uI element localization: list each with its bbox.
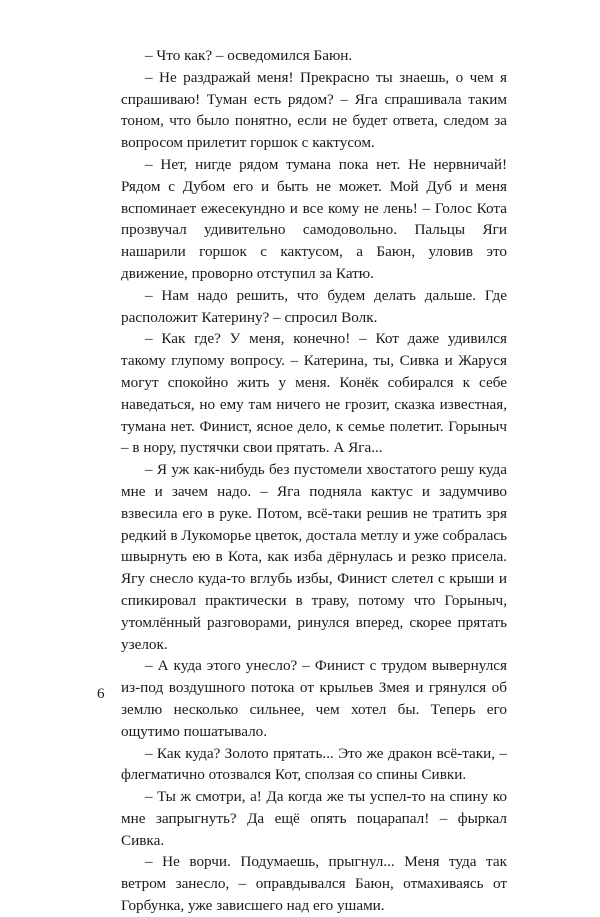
paragraph: – Нам надо решить, что будем делать дальше. Где расположит Катерину? – спросил Волк. bbox=[121, 286, 507, 326]
paragraph: – Как куда? Золото прятать... Это же дракон всё-таки, – флегматично отозвался Кот, сползая со спины Сивки. bbox=[121, 744, 507, 784]
paragraph: – Не ворчи. Подумаешь, прыгнул... Меня туда так ветром занесло, – оправдывался Баюн, отмахиваясь от Горбунка, уже зависшего над его ушами. bbox=[121, 853, 507, 915]
body-text bbox=[121, 45, 507, 917]
paragraph: – Как где? У меня, конечно! – Кот даже удивился такому глупому вопросу. – Катерина, ты, Сивка и Жаруся могут спокойно жить у меня. Конёк собирался к себе наведаться, но ему там ничего не грозит, сказка известная, тумана нет. Финист, ясное дело, к семье полетит. Горыныч – в нору, пустячки свои прятать. А Яга... bbox=[121, 330, 507, 457]
paragraph: – Нет, нигде рядом тумана пока нет. Не нервничай! Рядом с Дубом его и быть не может. Мой Дуб и меня вспоминает ежесекундно и все кому не лень! – Голос Кота прозвучал удивительно самодовольно. Пальцы Яги нашарили горшок с кактусом, а Баюн, уловив это движение, проворно отступил за Катю. bbox=[121, 155, 507, 282]
paragraph: – Что как? – осведомился Баюн. bbox=[145, 47, 353, 64]
paragraph: – Ты ж смотри, а! Да когда же ты успел-то на спину ко мне запрыгнуть? Да ещё опять поцарапал! – фыркал Сивка. bbox=[121, 788, 507, 849]
paragraph: – Не раздражай меня! Прекрасно ты знаешь, о чем я спрашиваю! Туман есть рядом? – Яга спрашивала таким тоном, что было понятно, если не будет ответа, следом за вопросом прилетит горшок с кактусом. bbox=[121, 68, 507, 152]
paragraph: – А куда этого унесло? – Финист с трудом вывернулся из-под воздушного потока от крыльев Змея и грянулся об землю несколько сильнее, чем хотел бы. Теперь его ощутимо пошатывало. bbox=[121, 657, 507, 740]
paragraph: – Я уж как-нибудь без пустомели хвостатого решу куда мне и зачем надо. – Яга подняла кактус и задумчиво взвесила его в руке. Потом, всё-таки решив не тратить зря редкий в Лукоморье цветок, достала метлу и уже собралась швырнуть ею в Кота, как изба дёрнулась и резко присела. Ягу снесло куда-то вглубь избы, Финист слетел с крыши и спикировал практически в траву, потому что Горыныч, утомлённый разговорами, ринулся вперед, скорее прятать узелок. bbox=[121, 461, 507, 653]
page-number: 6 bbox=[97, 685, 105, 702]
